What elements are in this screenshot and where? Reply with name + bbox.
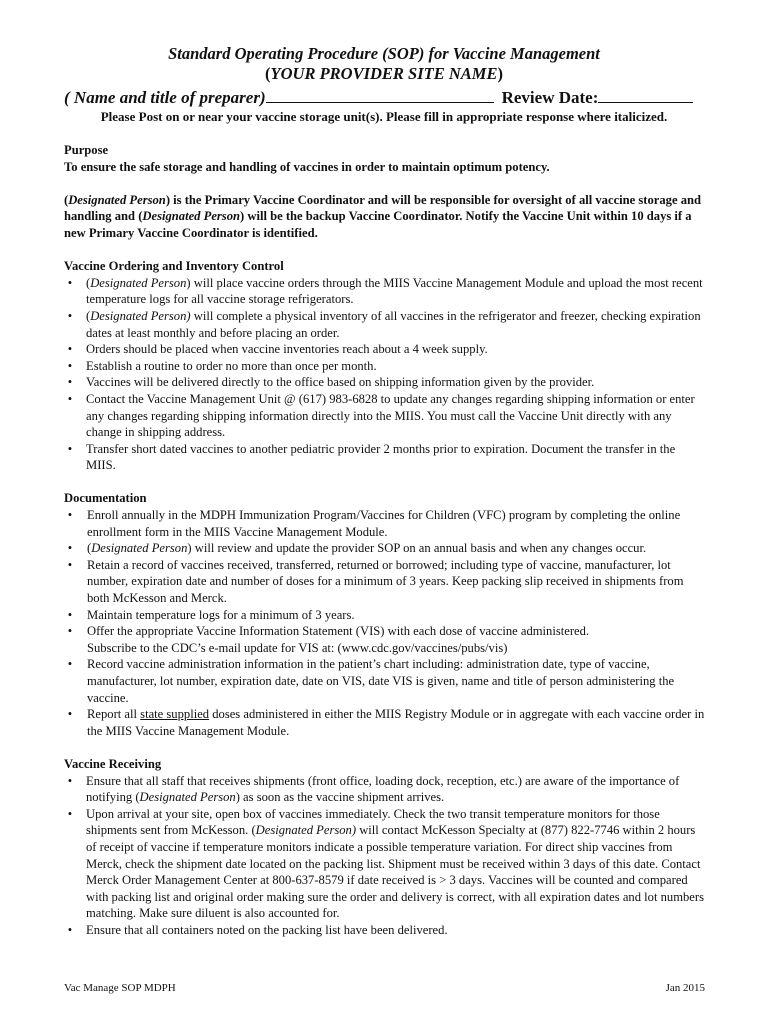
- list-item: • Record vaccine administration information in the patient’s chart including: administration date, type of vaccine, manufacturer, lot number, expiration date, date on VIS, date VIS is given, name and title of person administering the vaccine.: [64, 656, 708, 706]
- designated-person-placeholder: Designated Person: [139, 790, 236, 805]
- designated-person-placeholder: Designated Person: [142, 209, 241, 224]
- list-item: • Establish a routine to order no more than once per month.: [64, 358, 708, 375]
- bullet-icon: •: [67, 508, 73, 523]
- bullet-icon: •: [67, 308, 73, 323]
- document-title: Standard Operating Procedure (SOP) for Vaccine Management: [168, 44, 600, 63]
- list-item: • Orders should be placed when vaccine inventories reach about a 4 week supply.: [64, 341, 708, 358]
- list-item: • Offer the appropriate Vaccine Information Statement (VIS) with each dose of vaccine administered. Subscribe to the CDC’s e-mail update for VIS at: (www.cdc.gov/vaccines/pubs/vis): [64, 623, 708, 656]
- review-date-blank-field[interactable]: [598, 86, 693, 103]
- posting-instructions: Please Post on or near your vaccine storage unit(s). Please fill in appropriate response where italicized.: [100, 109, 668, 124]
- bullet-icon: •: [67, 707, 73, 722]
- list-item: • Transfer short dated vaccines to another pediatric provider 2 months prior to expiration. Document the transfer in the MIIS.: [64, 441, 708, 474]
- provider-site-name-line: [0, 64, 768, 84]
- designated-person-placeholder: Designated Person): [255, 823, 357, 838]
- list-item: • Upon arrival at your site, open box of vaccines immediately. Check the two transit temperature monitors for those shipments sent from McKesson. (Designated Person) will contact McKesson Specialty at (877) 822-7746 within 2 hours of receipt of vaccine if temperature monitors indicate a possible temperature variation. For direct ship vaccines from Merck, check the shipment date located on the packing list. Shipment must be received within 3 days of this date. Contact Merck Order Management Center at 800-637-8579 if date received is > 3 days. Vaccines will be counted and compared with packing list and original order making sure the order and delivery is correct, with all expiration dates and lot numbers matching. Make sure diluent is also accounted for.: [64, 806, 708, 922]
- list-item: • Contact the Vaccine Management Unit @ (617) 983-6828 to update any changes regarding shipping information or enter any changes regarding shipping information directly into the MIIS. You must call the Vaccine Unit directly with any change in shipping address.: [64, 391, 708, 441]
- documentation-list: [64, 507, 708, 739]
- paren-close: ): [497, 64, 503, 83]
- documentation-heading: Documentation: [64, 491, 147, 506]
- list-item: • Ensure that all staff that receives shipments (front office, loading dock, reception, etc.) are aware of the importance of notifying (Designated Person) as soon as the vaccine shipment arrives.: [64, 773, 708, 806]
- bullet-icon: •: [67, 607, 73, 622]
- designated-person-placeholder: Designated Person: [91, 541, 188, 556]
- vis-subscribe-text: Subscribe to the CDC’s e-mail update for VIS at: (www.cdc.gov/vaccines/pubs/vis): [87, 640, 508, 655]
- state-supplied-underlined: state supplied: [140, 707, 210, 722]
- bullet-icon: •: [67, 275, 73, 290]
- coordinator-paragraph: (Designated Person) is the Primary Vaccine Coordinator and will be responsible for oversight of all vaccine storage and handling and (Designated Person) will be the backup Vaccine Coordinator. Notify the Vaccine Unit within 10 days if a new Primary Vaccine Coordinator is identified.: [64, 192, 702, 240]
- purpose-heading: Purpose: [64, 143, 109, 157]
- bullet-icon: •: [67, 375, 73, 390]
- designated-person-placeholder: Designated Person): [90, 308, 191, 323]
- designated-person-placeholder: Designated Person: [90, 275, 187, 290]
- provider-site-name: YOUR PROVIDER SITE NAME: [270, 64, 498, 83]
- bullet-icon: •: [67, 358, 73, 373]
- footer-date: Jan 2015: [665, 982, 705, 994]
- preparer-blank-field[interactable]: [266, 86, 494, 103]
- list-item: • Vaccines will be delivered directly to the office based on shipping information given by the provider.: [64, 374, 708, 391]
- designated-person-placeholder: Designated Person: [68, 192, 166, 207]
- list-item: • Enroll annually in the MDPH Immunization Program/Vaccines for Children (VFC) program by completing the online enrollment form in the MIIS Vaccine Management Module.: [64, 507, 708, 540]
- list-item: • Maintain temperature logs for a minimum of 3 years.: [64, 607, 708, 624]
- bullet-icon: •: [67, 441, 73, 456]
- receiving-list: [64, 773, 708, 939]
- bullet-icon: •: [67, 541, 73, 556]
- purpose-text: To ensure the safe storage and handling of vaccines in order to maintain optimum potency.: [64, 159, 550, 174]
- list-item: • (Designated Person) will place vaccine orders through the MIIS Vaccine Management Module and upload the most recent temperature logs for all vaccine storage refrigerators.: [64, 275, 708, 308]
- list-item: • (Designated Person) will complete a physical inventory of all vaccines in the refrigerator and freezer, checking expiration dates at least monthly and before placing an order.: [64, 308, 708, 341]
- bullet-icon: •: [67, 657, 73, 672]
- bullet-icon: •: [67, 342, 73, 357]
- bullet-icon: •: [67, 624, 73, 639]
- bullet-icon: •: [67, 557, 73, 572]
- paren-open: (: [265, 64, 271, 83]
- list-item: • Ensure that all containers noted on the packing list have been delivered.: [64, 922, 708, 939]
- bullet-icon: •: [67, 922, 73, 937]
- ordering-heading: Vaccine Ordering and Inventory Control: [64, 259, 284, 274]
- receiving-heading: Vaccine Receiving: [64, 756, 162, 771]
- preparer-review-line: [64, 86, 768, 109]
- bullet-icon: •: [67, 806, 73, 821]
- bullet-icon: •: [67, 773, 73, 788]
- document-body: [64, 142, 708, 939]
- preparer-label: ( Name and title of preparer): [64, 88, 266, 107]
- list-item: • Report all state supplied doses administered in either the MIIS Registry Module or in aggregate with each vaccine order in the MIIS Vaccine Management Module.: [64, 706, 708, 739]
- list-item: • (Designated Person) will review and update the provider SOP on an annual basis and when any changes occur.: [64, 540, 708, 557]
- list-item: • Retain a record of vaccines received, transferred, returned or borrowed; including type of vaccine, manufacturer, lot number, expiration date and number of doses for a minimum of 3 years. Keep packing slip received in shipments from both McKesson and Merck.: [64, 557, 708, 607]
- footer-doc-id: Vac Manage SOP MDPH: [64, 982, 176, 994]
- bullet-icon: •: [67, 391, 73, 406]
- ordering-list: [64, 275, 708, 474]
- review-date-label: Review Date:: [501, 88, 599, 107]
